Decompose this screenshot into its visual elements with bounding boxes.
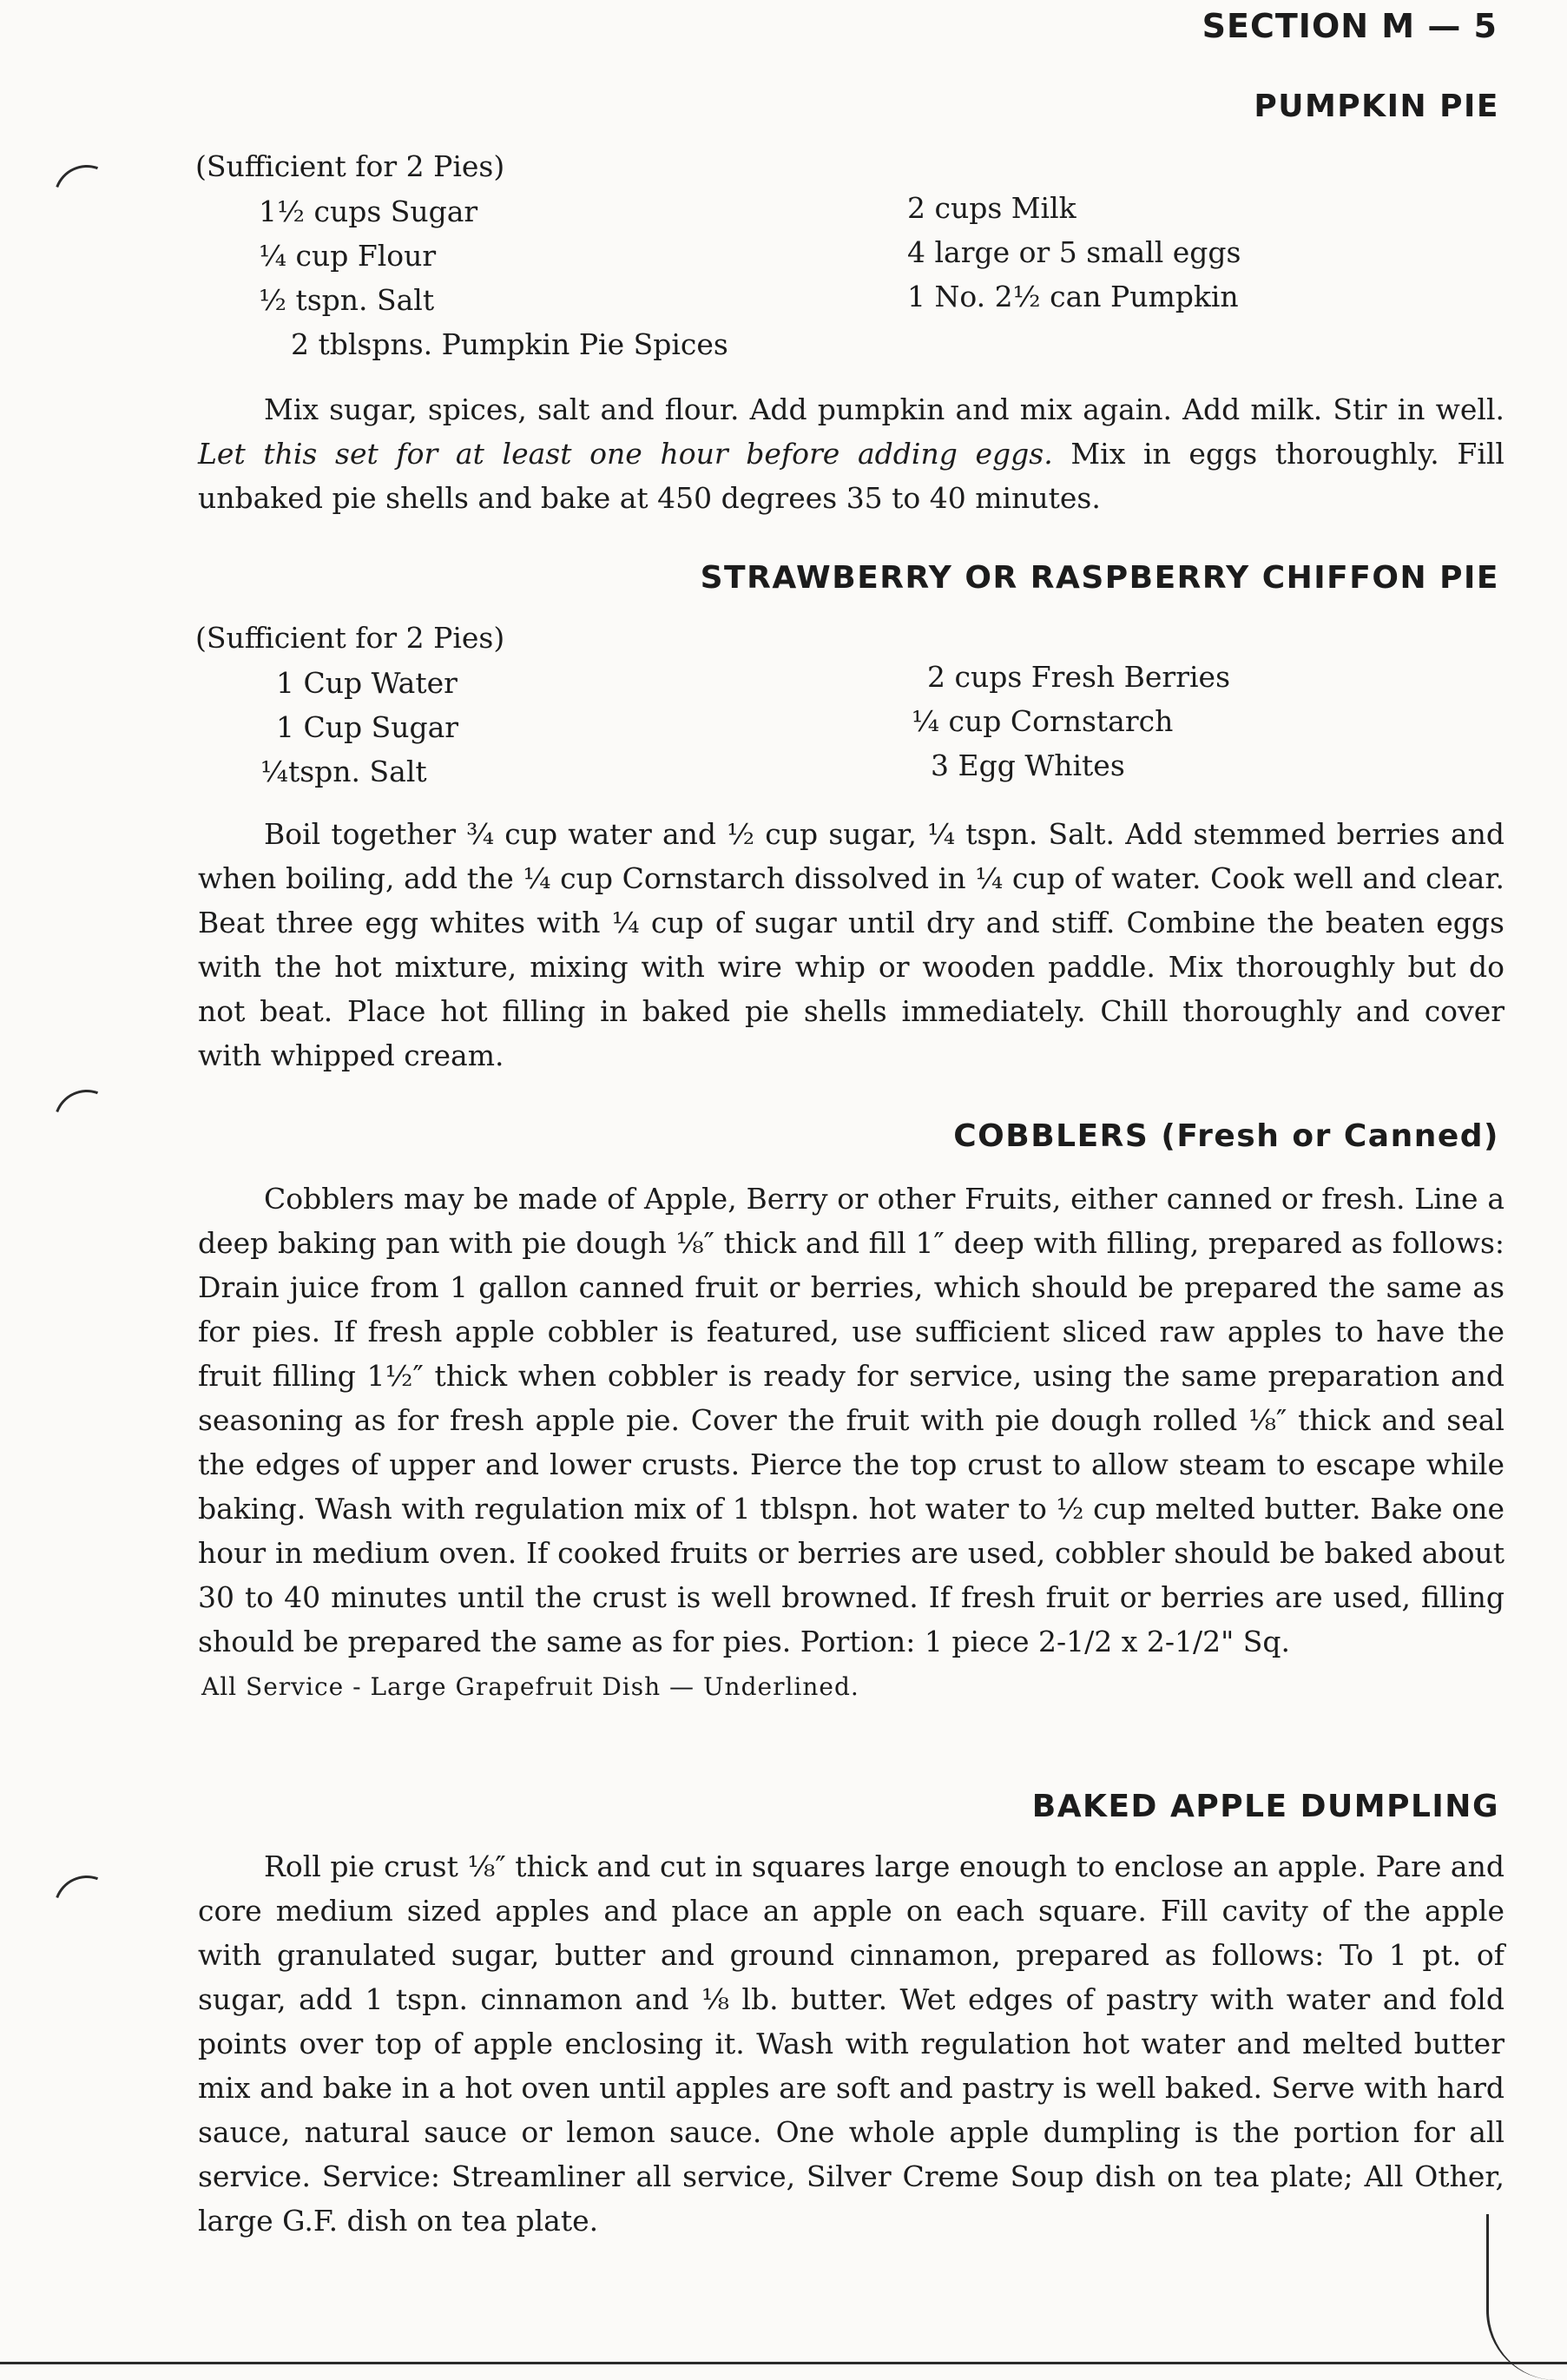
page-bottom-edge — [0, 2362, 1567, 2364]
binder-hole-middle — [43, 1079, 131, 1167]
pumpkin-ingredient: ¼ cup Flour — [259, 239, 437, 273]
pumpkin-ingredient: ½ tspn. Salt — [259, 283, 435, 317]
chiffon-ingredient: ¼ cup Cornstarch — [912, 704, 1174, 738]
pumpkin-ingredient: 1½ cups Sugar — [259, 194, 478, 228]
pumpkin-directions-italic: Let this set for at least one hour before adding eggs. — [198, 437, 1053, 471]
pumpkin-pie-title: PUMPKIN PIE — [1254, 89, 1499, 124]
pumpkin-ingredient: 2 tblspns. Pumpkin Pie Spices — [291, 327, 728, 361]
chiffon-directions: Boil together ¾ cup water and ½ cup sugar, ¼ tspn. Salt. Add stemmed berries and when boiling, add the ¼ cup Cornstarch dissolved in ¼ cup of water. Cook well and clear. Beat three egg whites with ¼ cup of sugar until dry and stiff. Combine the beaten eggs with the hot mixture, mixing with wire whip or wooden paddle. Mix thoroughly but do not beat. Place hot filling in baked pie shells immediately. Chill thoroughly and cover with whipped cream. — [198, 817, 1504, 1072]
dumpling-title: BAKED APPLE DUMPLING — [1031, 1789, 1499, 1824]
chiffon-pie-title: STRAWBERRY OR RASPBERRY CHIFFON PIE — [700, 560, 1499, 596]
pumpkin-sufficient: (Sufficient for 2 Pies) — [195, 149, 505, 183]
section-header: SECTION M — 5 — [1202, 7, 1498, 45]
binder-hole-top — [43, 155, 131, 242]
chiffon-ingredient: ¼tspn. Salt — [260, 755, 427, 788]
pumpkin-directions-part1: Mix sugar, spices, salt and flour. Add pumpkin and mix again. Add milk. Stir in well. — [264, 392, 1504, 426]
cobblers-title: COBBLERS (Fresh or Canned) — [953, 1118, 1499, 1154]
chiffon-sufficient: (Sufficient for 2 Pies) — [195, 621, 505, 655]
page-corner-curl — [1486, 2214, 1567, 2380]
chiffon-ingredient: 3 Egg Whites — [931, 748, 1125, 782]
cobblers-directions: Cobblers may be made of Apple, Berry or other Fruits, either canned or fresh. Line a deep baking pan with pie dough ⅛″ thick and fill 1″ deep with filling, prepared as follows: Drain juice from 1 gallon canned fruit or berries, which should be prepared the same as for pies. If fresh apple cobbler is featured, use sufficient sliced raw apples to have the fruit filling 1½″ thick when cobbler is ready for service, using the same preparation and seasoning as for fresh apple pie. Cover the fruit with pie dough rolled ⅛″ thick and seal the edges of upper and lower crusts. Pierce the top crust to allow steam to escape while baking. Wash with regulation mix of 1 tblspn. hot water to ½ cup melted butter. Bake one hour in medium oven. If cooked fruits or berries are used, cobbler should be baked about 30 to 40 minutes until the crust is well browned. If fresh fruit or berries are used, filling should be prepared the same as for pies. Portion: 1 piece 2-1/2 x 2-1/2" Sq. — [198, 1182, 1504, 1658]
cobblers-service: All Service - Large Grapefruit Dish — Underlined. — [201, 1672, 859, 1701]
pumpkin-ingredient: 1 No. 2½ can Pumpkin — [907, 280, 1239, 313]
chiffon-ingredient: 1 Cup Water — [276, 666, 458, 700]
chiffon-ingredient: 1 Cup Sugar — [276, 710, 459, 744]
chiffon-ingredient: 2 cups Fresh Berries — [927, 660, 1230, 694]
pumpkin-ingredient: 4 large or 5 small eggs — [907, 235, 1241, 269]
pumpkin-ingredient: 2 cups Milk — [907, 191, 1076, 225]
pumpkin-directions — [198, 387, 1504, 520]
pumpkin-directions-part2: Mix in eggs thoroughly. Fill unbaked pie shells and bake at 450 degrees 35 to 40 minutes. — [198, 437, 1504, 515]
binder-hole-bottom — [43, 1865, 131, 1953]
dumpling-directions: Roll pie crust ⅛″ thick and cut in squares large enough to enclose an apple. Pare and core medium sized apples and place an apple on each square. Fill cavity of the apple with granulated sugar, butter and ground cinnamon, prepared as follows: To 1 pt. of sugar, add 1 tspn. cinnamon and ⅛ lb. butter. Wet edges of pastry with water and fold points over top of apple enclosing it. Wash with regulation hot water and melted butter mix and bake in a hot oven until apples are soft and pastry is well baked. Serve with hard sauce, natural sauce or lemon sauce. One whole apple dumpling is the portion for all service. Service: Streamliner all service, Silver Creme Soup dish on tea plate; All Other, large G.F. dish on tea plate. — [198, 1849, 1504, 2238]
